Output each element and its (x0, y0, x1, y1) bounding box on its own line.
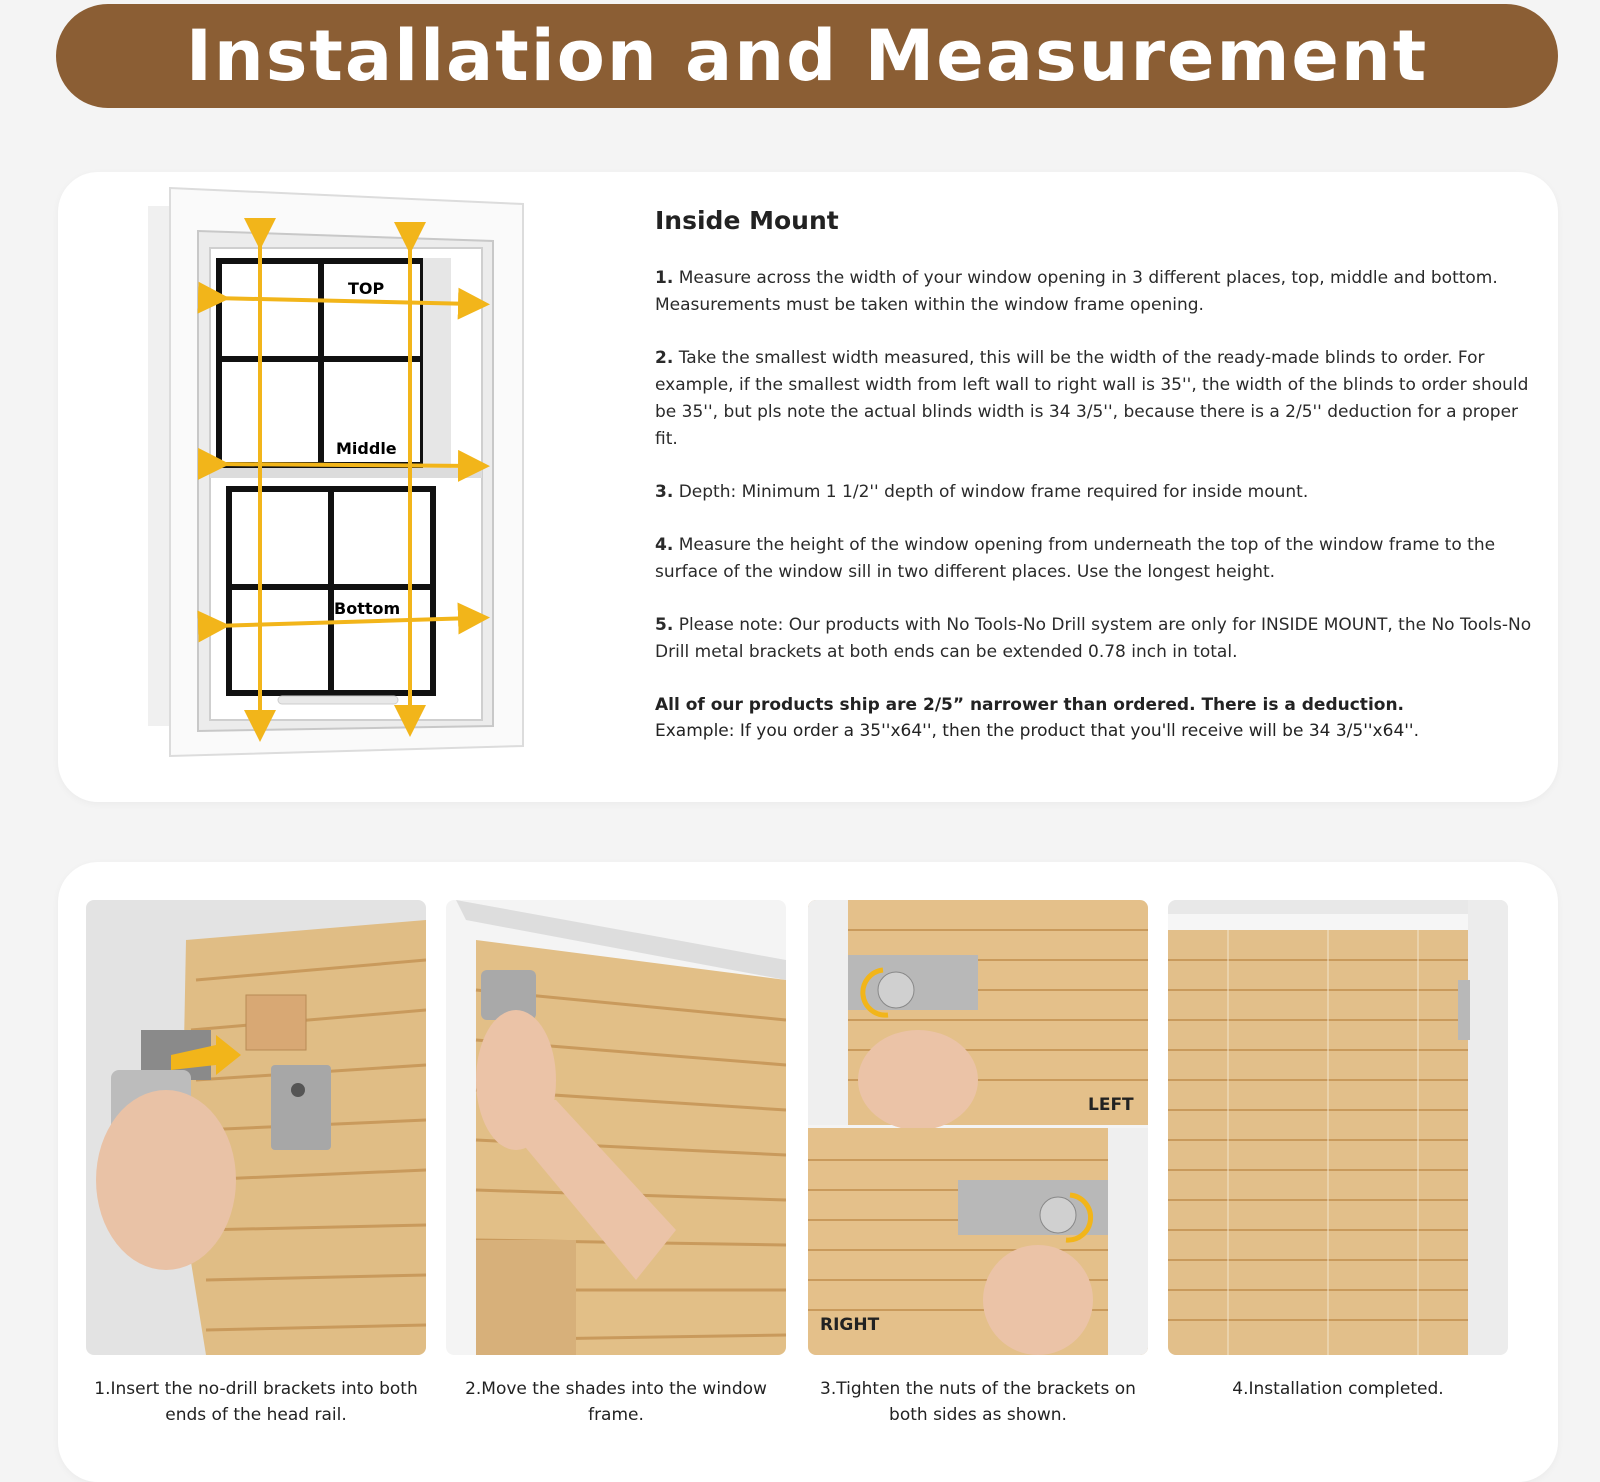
label-bottom: Bottom (334, 599, 401, 618)
install-photo-2 (446, 900, 786, 1355)
install-caption-2: 2.Move the shades into the window frame. (465, 1379, 767, 1425)
measurement-card (58, 172, 1558, 802)
window-measurement-diagram (148, 186, 548, 766)
install-photo-1 (86, 900, 426, 1355)
install-caption-3: 3.Tighten the nuts of the brackets on both sides as shown. (820, 1379, 1136, 1425)
measure-step-1: 1. Measure across the width of your window opening in 3 different places, top, middle and bottom. Measurements must be taken within the window frame opening. (655, 268, 1498, 315)
deduction-example: Example: If you order a 35''x64'', then the product that you'll receive will be 34 3/5''x64''. (655, 721, 1420, 741)
label-top: TOP (348, 279, 385, 298)
inside-mount-heading: Inside Mount (655, 206, 839, 235)
install-photo-4 (1168, 900, 1508, 1355)
install-caption-1: 1.Insert the no-drill brackets into both ends of the head rail. (94, 1379, 418, 1425)
page-title: Installation and Measurement (185, 15, 1429, 97)
measure-step-3: 3. Depth: Minimum 1 1/2'' depth of window frame required for inside mount. (655, 482, 1309, 502)
measure-step-4: 4. Measure the height of the window opening from underneath the top of the window frame to the surface of the window sill in two different places. Use the longest height. (655, 535, 1496, 582)
install-photo-3 (808, 900, 1148, 1355)
title-banner (56, 4, 1558, 108)
label-right: RIGHT (820, 1315, 880, 1335)
installation-card (58, 862, 1558, 1482)
label-left: LEFT (1088, 1095, 1134, 1115)
measure-step-2: 2. Take the smallest width measured, this will be the width of the ready-made blinds to order. For example, if the smallest width from left wall to right wall is 35'', the width of the blinds to order should be 35'', but pls note the actual blinds width is 34 3/5'', because there is a 2/5'' deduction for a proper fit. (655, 348, 1529, 449)
label-middle: Middle (336, 439, 397, 458)
inside-mount-instructions (655, 206, 1535, 744)
deduction-note-bold: All of our products ship are 2/5” narrower than ordered. There is a deduction. (655, 695, 1405, 715)
measure-step-5: 5. Please note: Our products with No Tools-No Drill system are only for INSIDE MOUNT, the No Tools-No Drill metal brackets at both ends can be extended 0.78 inch in total. (655, 615, 1532, 662)
install-caption-4: 4.Installation completed. (1232, 1379, 1444, 1399)
